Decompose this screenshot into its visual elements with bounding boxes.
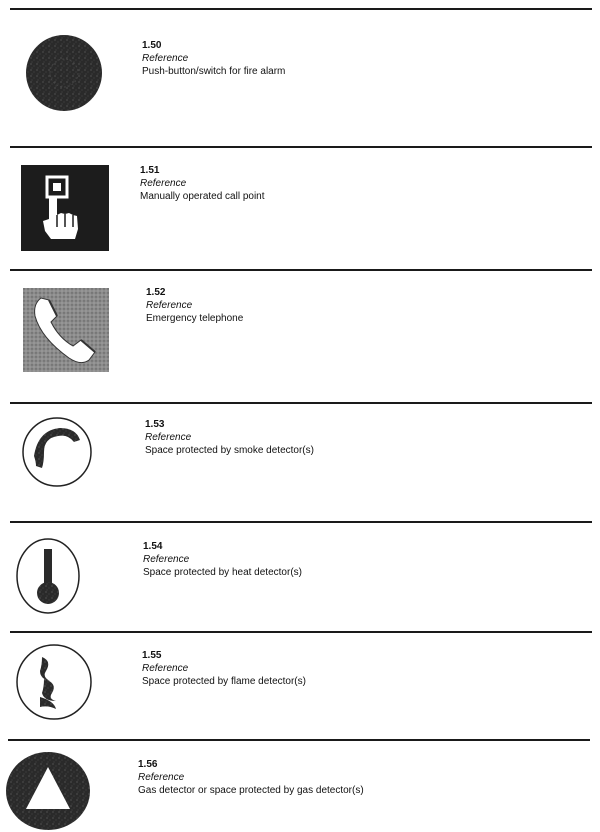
entry-description: Space protected by flame detector(s) xyxy=(142,676,306,687)
divider xyxy=(10,631,592,633)
entry-reference: Reference xyxy=(142,53,189,64)
entry-reference: Reference xyxy=(145,432,192,443)
entry-reference: Reference xyxy=(142,663,189,674)
entry-number: 1.51 xyxy=(140,165,160,176)
entry-reference: Reference xyxy=(138,772,185,783)
entry-number: 1.56 xyxy=(138,759,158,770)
entry-description: Space protected by heat detector(s) xyxy=(143,567,302,578)
entry xyxy=(143,540,302,579)
entry-reference: Reference xyxy=(140,178,187,189)
entry-reference: Reference xyxy=(146,300,193,311)
entry xyxy=(145,418,314,457)
entry xyxy=(142,39,285,78)
telephone-icon xyxy=(23,288,109,372)
entry-number: 1.55 xyxy=(142,650,162,661)
call-point-icon xyxy=(21,165,109,251)
divider xyxy=(10,146,592,148)
entry-number: 1.54 xyxy=(143,541,163,552)
entry xyxy=(142,649,306,688)
entry-description: Gas detector or space protected by gas detector(s) xyxy=(138,785,364,796)
divider xyxy=(10,402,592,404)
entry-description: Manually operated call point xyxy=(140,191,265,202)
entry-description: Space protected by smoke detector(s) xyxy=(145,445,314,456)
entry xyxy=(140,164,265,203)
divider xyxy=(8,739,590,741)
entry xyxy=(146,286,243,325)
entry-number: 1.52 xyxy=(146,287,166,298)
heat-detector-icon xyxy=(15,537,81,615)
entry-reference: Reference xyxy=(143,554,190,565)
entry-description: Emergency telephone xyxy=(146,313,244,324)
entry-number: 1.50 xyxy=(142,40,162,51)
divider xyxy=(10,269,592,271)
divider xyxy=(10,521,592,523)
smoke-detector-icon xyxy=(20,416,94,488)
flame-detector-icon xyxy=(14,643,94,721)
gas-detector-icon xyxy=(4,751,92,831)
divider xyxy=(10,8,592,10)
entry xyxy=(138,758,364,797)
entry-number: 1.53 xyxy=(145,419,165,430)
entry-description: Push-button/switch for fire alarm xyxy=(142,66,286,77)
fire-alarm-button-icon xyxy=(24,33,104,113)
